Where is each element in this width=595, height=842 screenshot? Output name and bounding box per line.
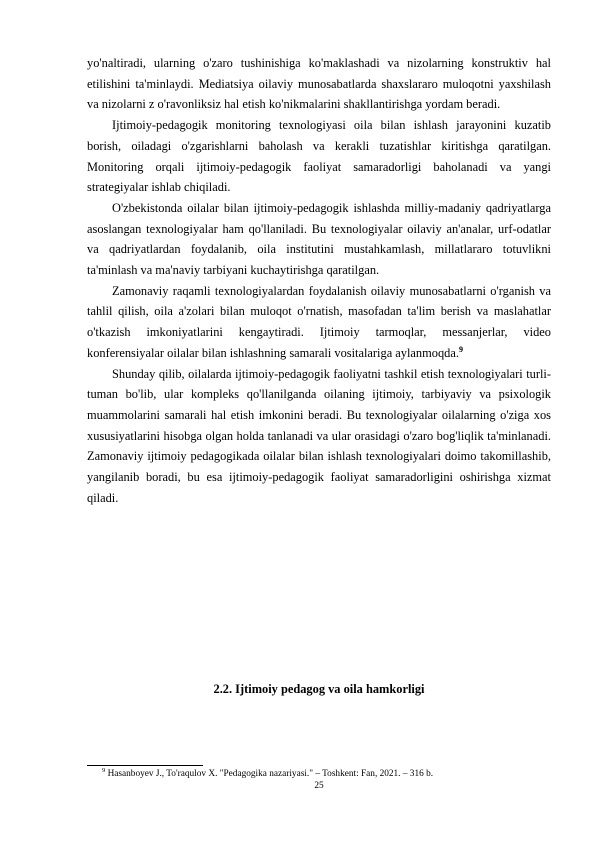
paragraph-national-values: O'zbekistonda oilalar bilan ijtimoiy-pedagogik ishlashda milliy-madaniy qadriyatlarga asoslangan texnologiyalar ham qo'llaniladi. Bu texnologiyalar oilaviy an'analar, urf-odatlar va qadriyatlardan foydalanib, oila institutini mustahkamlash, millatlararo totuvlikni ta'minlash va ma'naviy tarbiyani kuchaytirishga qaratilgan. <box>87 200 551 278</box>
body-text <box>87 53 551 508</box>
paragraph-digital-technologies-text: Zamonaviy raqamli texnologiyalardan foydalanish oilaviy munosabatlarni o'rganish va tahlil qilish, oila a'zolari bilan muloqot o'rnatish, masofadan ta'lim berish va maslahatlar o'tkazish imkoniyatlarini kengaytiradi. Ijtimoiy tarmoqlar, messanjerlar, video konferensiyalar oilalar bilan ishlashning samarali vositalariga aylanmoqda. <box>87 283 551 360</box>
paragraph-continuation: yo'naltiradi, ularning o'zaro tushinishiga ko'maklashadi va nizolarning konstruktiv hal etilishini ta'minlaydi. Mediatsiya oilaviy munosabatlarda shaxslararo muloqotni yaxshilash va nizolarni z o'ravonliksiz hal etish ko'nikmalarini shakllantirishga yordam beradi. <box>87 56 551 112</box>
footnote <box>102 768 551 780</box>
paragraph-digital-technologies <box>87 281 551 364</box>
paragraph-monitoring: Ijtimoiy-pedagogik monitoring texnologiyasi oila bilan ishlash jarayonini kuzatib borish, oiladagi o'zgarishlarni baholash va kerakli tuzatishlar kiritishga qaratilgan. Monitoring orqali ijtimoiy-pedagogik faoliyat samaradorligi baholanadi va yangi strategiyalar ishlab chiqiladi. <box>87 118 551 195</box>
page-number: 25 <box>314 781 324 791</box>
footnote-number: 9 <box>102 766 106 774</box>
section-heading: 2.2. Ijtimoiy pedagog va oila hamkorligi <box>213 682 425 696</box>
footnote-reference[interactable]: 9 <box>458 344 463 354</box>
footnote-divider <box>87 765 203 766</box>
footnote-text: Hasanboyev J., To'raqulov X. "Pedagogika nazariyasi." – Toshkent: Fan, 2021. – 316 b. <box>107 769 434 779</box>
paragraph-conclusion: Shunday qilib, oilalarda ijtimoiy-pedagogik faoliyatni tashkil etish texnologiyalari turli-tuman bo'lib, ular kompleks qo'llanilganda oilaning ijtimoiy, tarbiyaviy va psixologik muammolarini samarali hal etish imkonini beradi. Bu texnologiyalar oilalarning o'ziga xos xususiyatlarini hisobga olgan holda tanlanadi va ular orasidagi o'zaro bog'liqlik ta'minlanadi. Zamonaviy ijtimoiy pedagogikada oilalar bilan ishlash texnologiyalari doimo takomillashib, yangilanib boradi, bu esa ijtimoiy-pedagogik faoliyat samaradorligini oshirishga xizmat qiladi. <box>87 366 551 505</box>
